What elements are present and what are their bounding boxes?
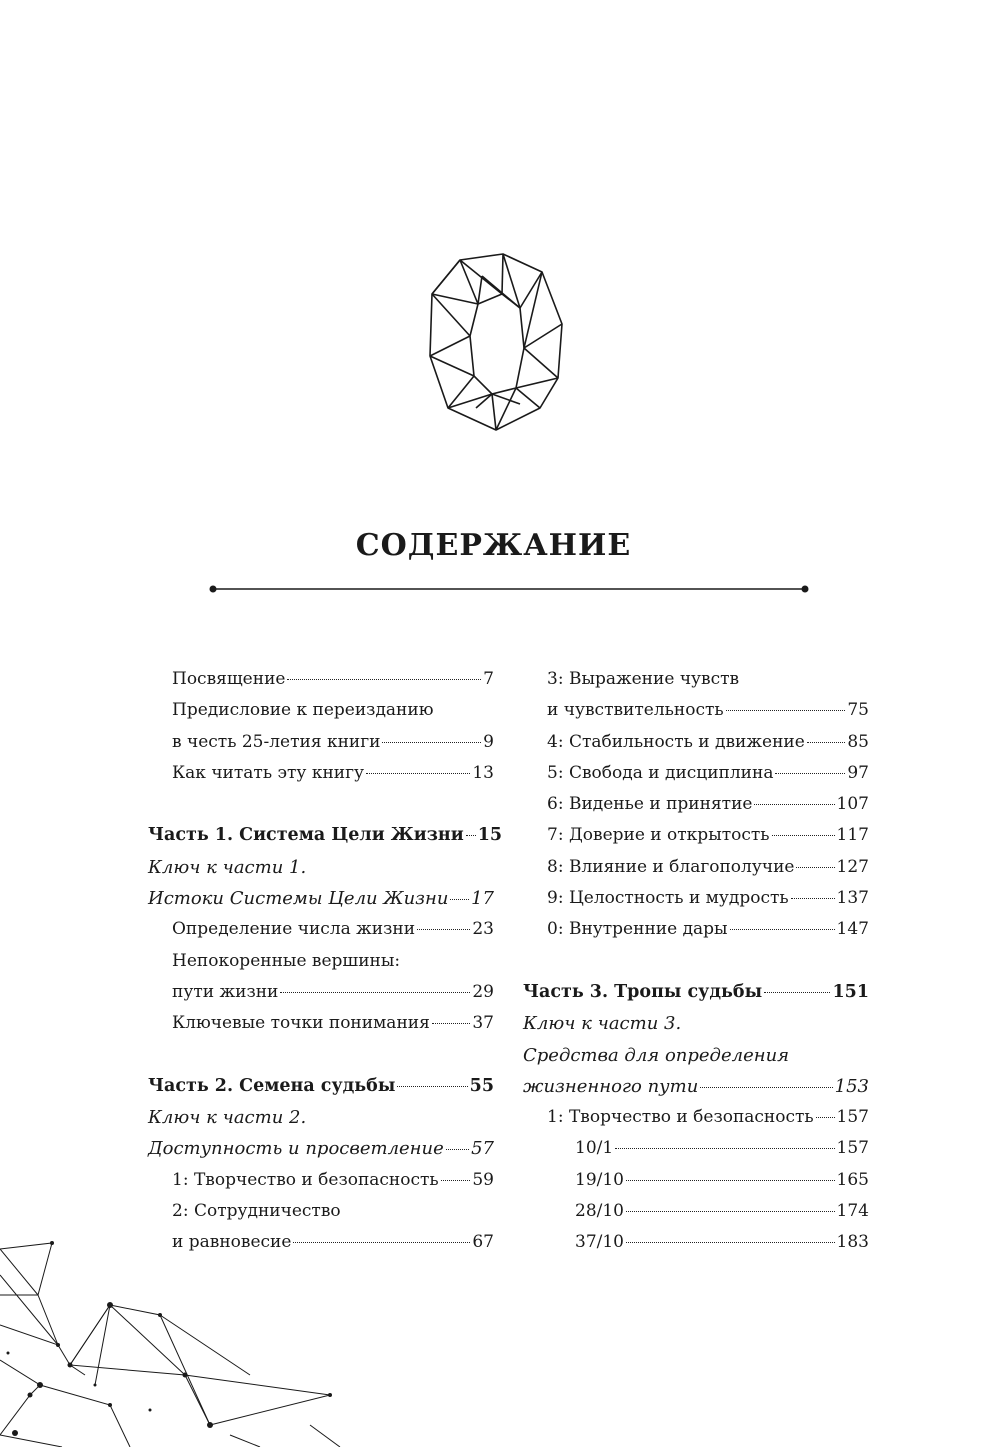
toc-page-number: 127 — [836, 856, 869, 877]
toc-entry[interactable] — [523, 1071, 869, 1102]
toc-entry-title: Непокоренные вершины: — [172, 950, 401, 971]
toc-entry-title: жизненного пути — [523, 1075, 699, 1097]
toc-entry[interactable] — [523, 1040, 869, 1071]
toc-leader-dots — [764, 992, 830, 993]
toc-entry[interactable] — [148, 820, 503, 851]
toc-entry[interactable] — [148, 977, 494, 1008]
toc-leader-dots — [466, 835, 476, 836]
toc-leader-dots — [754, 804, 834, 805]
toc-entry[interactable] — [523, 977, 869, 1008]
toc-page-number: 107 — [836, 794, 869, 815]
toc-page-number: 165 — [836, 1169, 869, 1190]
toc-leader-dots — [446, 1149, 469, 1150]
toc-entry-title: Ключ к части 2. — [148, 1107, 307, 1129]
toc-leader-dots — [730, 929, 835, 930]
toc-page-number: 157 — [836, 1107, 869, 1128]
toc-entry[interactable] — [523, 1102, 869, 1133]
toc-leader-dots — [775, 773, 845, 774]
toc-gap — [148, 1040, 494, 1071]
toc-entry[interactable] — [148, 1165, 494, 1196]
toc-entry-title: Часть 3. Тропы судьбы — [523, 981, 763, 1002]
toc-column-right — [523, 664, 869, 1259]
toc-leader-dots — [397, 1086, 467, 1087]
toc-entry[interactable] — [148, 1008, 494, 1039]
toc-leader-dots — [626, 1242, 835, 1243]
toc-page-number: 137 — [836, 888, 869, 909]
toc-page-number: 75 — [847, 700, 869, 721]
gem-zero-icon — [420, 248, 570, 438]
toc-page-number: 37 — [472, 1013, 494, 1034]
toc-entry-title: и равновесие — [172, 1232, 292, 1253]
toc-entry[interactable] — [523, 789, 869, 820]
toc-entry-title: в честь 25-летия книги — [172, 731, 381, 752]
toc-entry[interactable] — [148, 1102, 494, 1133]
toc-page-number: 183 — [836, 1232, 869, 1253]
toc-entry[interactable] — [148, 664, 494, 695]
toc-entry-title: 37/10 — [575, 1232, 624, 1253]
toc-page-number: 13 — [472, 762, 494, 783]
toc-leader-dots — [772, 835, 835, 836]
toc-page-number: 147 — [836, 919, 869, 940]
toc-entry[interactable] — [148, 883, 494, 914]
toc-entry[interactable] — [523, 695, 869, 726]
toc-entry[interactable] — [148, 1196, 494, 1227]
toc-leader-dots — [726, 710, 846, 711]
toc-page-number: 7 — [483, 669, 494, 689]
toc-entry-title: Ключ к части 3. — [523, 1013, 682, 1035]
toc-entry[interactable] — [148, 852, 494, 883]
toc-page-number: 29 — [472, 981, 494, 1002]
toc-page-number: 157 — [836, 1138, 869, 1159]
toc-page-number: 97 — [847, 762, 869, 783]
toc-entry[interactable] — [523, 1165, 869, 1196]
toc-leader-dots — [366, 773, 470, 774]
toc-entry[interactable] — [523, 914, 869, 945]
toc-page-number: 153 — [834, 1075, 869, 1097]
toc-page-number: 59 — [472, 1169, 494, 1190]
toc-column-left — [148, 664, 503, 1259]
toc-entry[interactable] — [523, 1196, 869, 1227]
toc-entry-title: Ключевые точки понимания — [172, 1013, 430, 1034]
toc-entry-title: Доступность и просветление — [148, 1138, 444, 1160]
toc-gap — [148, 789, 494, 820]
toc-entry-title: Посвящение — [172, 669, 286, 689]
toc-entry[interactable] — [523, 852, 869, 883]
constellation-decoration — [0, 1235, 370, 1447]
toc-page-number: 67 — [472, 1232, 494, 1253]
toc-entry-title: 8: Влияние и благополучие — [547, 856, 795, 877]
toc-entry[interactable] — [148, 727, 494, 758]
toc-entry-title: Часть 1. Система Цели Жизни — [148, 825, 464, 846]
toc-leader-dots — [626, 1180, 835, 1181]
toc-entry[interactable] — [523, 883, 869, 914]
toc-page-number: 117 — [836, 825, 869, 846]
toc-entry[interactable] — [523, 1133, 869, 1164]
toc-leader-dots — [615, 1148, 834, 1149]
toc-entry[interactable] — [523, 1227, 869, 1258]
toc-leader-dots — [432, 1023, 471, 1024]
toc-entry-title: 7: Доверие и открытость — [547, 825, 770, 846]
toc-entry-title: Как читать эту книгу — [172, 762, 365, 783]
toc-leader-dots — [791, 898, 835, 899]
toc-entry-title: 6: Виденье и принятие — [547, 794, 753, 815]
toc-leader-dots — [807, 742, 846, 743]
toc-entry[interactable] — [148, 914, 494, 945]
toc-leader-dots — [626, 1211, 835, 1212]
toc-entry-title: 4: Стабильность и движение — [547, 731, 805, 752]
toc-entry-title: пути жизни — [172, 981, 279, 1002]
toc-leader-dots — [287, 679, 481, 680]
toc-leader-dots — [382, 742, 481, 743]
toc-entry[interactable] — [148, 1071, 494, 1102]
toc-page-number: 15 — [477, 825, 503, 846]
toc-page-number: 57 — [471, 1138, 494, 1160]
toc-entry[interactable] — [523, 820, 869, 851]
toc-leader-dots — [441, 1180, 471, 1181]
toc-leader-dots — [700, 1087, 832, 1088]
toc-gap — [523, 946, 869, 977]
toc-entry[interactable] — [523, 758, 869, 789]
toc-entry-title: Истоки Системы Цели Жизни — [148, 888, 449, 910]
toc-leader-dots — [417, 929, 470, 930]
toc-entry[interactable] — [148, 758, 494, 789]
toc-entry-title: 28/10 — [575, 1201, 624, 1222]
toc-entry-title: 10/1 — [575, 1138, 614, 1159]
toc-entry-title: 1: Творчество и безопасность — [547, 1107, 814, 1128]
toc-entry[interactable] — [523, 727, 869, 758]
toc-page-number: 174 — [836, 1201, 869, 1222]
toc-leader-dots — [450, 899, 469, 900]
toc-entry[interactable] — [523, 664, 869, 695]
toc-entry-title: Определение числа жизни — [172, 919, 416, 940]
toc-entry-title: 3: Выражение чувств — [547, 669, 740, 689]
toc-page-number: 23 — [472, 919, 494, 940]
toc-entry-title: Средства для определения — [523, 1044, 790, 1066]
toc-page-number: 55 — [469, 1075, 494, 1096]
toc-entry[interactable] — [523, 1008, 869, 1039]
toc-leader-dots — [796, 867, 834, 868]
title-divider — [208, 583, 810, 595]
toc-entry[interactable] — [148, 1133, 494, 1164]
page-title: СОДЕРЖАНИЕ — [355, 528, 632, 563]
toc-entry-title: 0: Внутренние дары — [547, 919, 728, 940]
toc-entry[interactable] — [148, 695, 494, 726]
toc-entry[interactable] — [148, 946, 494, 977]
toc-page-number: 9 — [483, 731, 494, 752]
toc-leader-dots — [280, 992, 470, 993]
toc-page-number: 17 — [471, 888, 494, 910]
toc-entry-title: 9: Целостность и мудрость — [547, 888, 789, 909]
toc-page-number: 151 — [832, 981, 869, 1002]
toc-entry-title: 19/10 — [575, 1169, 624, 1190]
toc-page-number: 85 — [847, 731, 869, 752]
toc-entry-title: 2: Сотрудничество — [172, 1201, 341, 1222]
toc-entry-title: 1: Творчество и безопасность — [172, 1169, 439, 1190]
toc-leader-dots — [816, 1117, 835, 1118]
toc-entry-title: 5: Свобода и дисциплина — [547, 762, 774, 783]
toc-entry-title: Предисловие к переизданию — [172, 700, 434, 721]
toc-entry-title: Ключ к части 1. — [148, 856, 307, 878]
toc-entry-title: Часть 2. Семена судьбы — [148, 1075, 396, 1096]
toc-entry-title: и чувствительность — [547, 700, 724, 721]
